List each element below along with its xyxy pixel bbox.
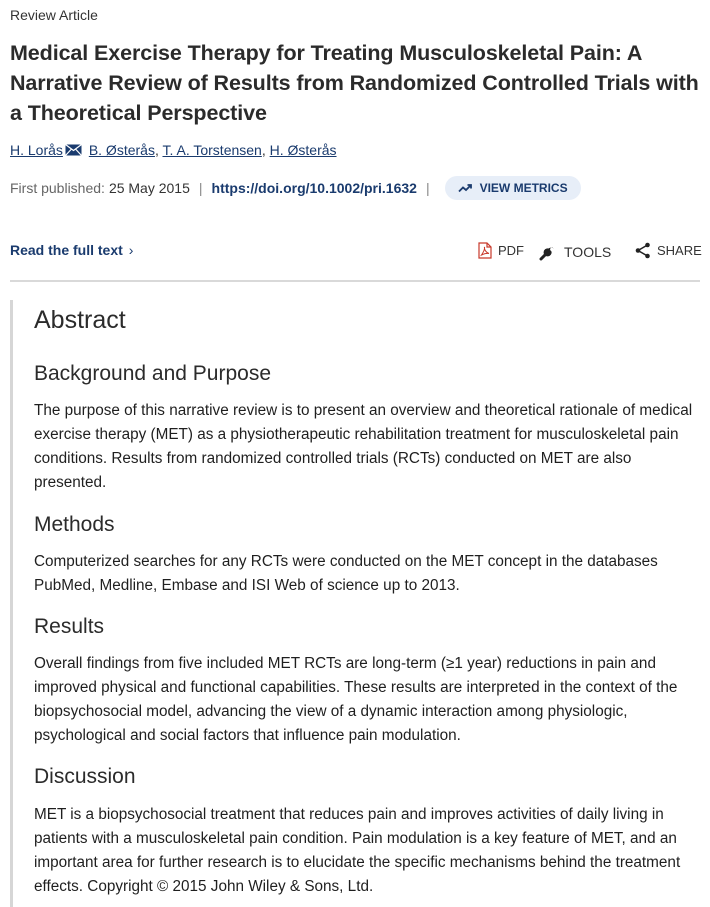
methods-heading: Methods	[34, 513, 115, 536]
first-published-date: 25 May 2015	[108, 180, 190, 196]
envelope-icon[interactable]	[65, 143, 82, 155]
abstract-section	[10, 300, 703, 907]
pdf-icon	[478, 242, 492, 259]
author-list	[10, 142, 337, 158]
tools-button[interactable]	[538, 242, 611, 262]
doi-link[interactable]: https://doi.org/10.1002/pri.1632	[211, 180, 417, 196]
background-heading: Background and Purpose	[34, 362, 271, 385]
author-link-lorås[interactable]: H. Lorås	[10, 142, 63, 158]
share-icon	[635, 242, 651, 259]
discussion-text: MET is a biopsychosocial treatment that reduces pain and improves activities of daily living in patients with a musculoskeletal pain condition. Pain modulation is a key feature of MET, and an important area for further research is to elucidate the specific mechanisms behind the treatment effects. Copyright © 2015 John Wiley & Sons, Ltd.	[34, 806, 681, 895]
author-separator: ,	[154, 142, 159, 158]
trend-up-icon	[458, 183, 472, 193]
background-text: The purpose of this narrative review is to present an overview and theoretical rationale of medical exercise therapy (MET) as a physiotherapeutic rehabilitation treatment for musculoskeletal pain conditions. Results from randomized controlled trials (RCTs) conducted on MET are also presented.	[34, 402, 693, 491]
first-published-label: First published:	[10, 180, 105, 196]
meta-separator: |	[198, 180, 203, 196]
author-separator: ,	[261, 142, 266, 158]
article-type-label: Review Article	[10, 7, 98, 23]
chevron-right-icon: ›	[128, 242, 134, 258]
wrench-icon	[538, 242, 558, 262]
view-metrics-button[interactable]	[445, 176, 581, 200]
results-heading: Results	[34, 615, 105, 638]
pdf-label: PDF	[498, 243, 524, 258]
author-link-torstensen[interactable]: T. A. Torstensen	[162, 142, 262, 158]
pdf-button[interactable]	[478, 242, 524, 259]
discussion-heading: Discussion	[34, 765, 136, 788]
author-link-b-osteras[interactable]: B. Østerås	[88, 142, 155, 158]
author-link-h-osteras[interactable]: H. Østerås	[269, 142, 337, 158]
meta-separator: |	[425, 180, 430, 196]
publication-meta	[10, 177, 581, 199]
results-text: Overall findings from five included MET RCTs are long-term (≥1 year) reductions in pain and improved physical and functional capabilities. These results are interpreted in the context of the biopsychosocial model, advancing the view of a dynamic interaction among physiologic, psychological and social factors that influence pain modulation.	[34, 655, 678, 744]
read-full-text-label: Read the full text	[10, 242, 123, 258]
read-full-text-link[interactable]	[10, 242, 133, 258]
tools-label: TOOLS	[564, 244, 612, 260]
article-toolbar	[10, 240, 700, 264]
view-metrics-label: VIEW METRICS	[479, 181, 568, 195]
section-divider	[10, 280, 700, 282]
abstract-heading: Abstract	[34, 306, 126, 334]
article-title: Medical Exercise Therapy for Treating Musculoskeletal Pain: A Narrative Review of Results from Randomized Controlled Trials with a Theoretical Perspective	[10, 41, 699, 125]
share-button[interactable]	[635, 242, 702, 259]
share-label: SHARE	[657, 243, 702, 258]
methods-text: Computerized searches for any RCTs were conducted on the MET concept in the databases PubMed, Medline, Embase and ISI Web of science up to 2013.	[34, 553, 658, 594]
